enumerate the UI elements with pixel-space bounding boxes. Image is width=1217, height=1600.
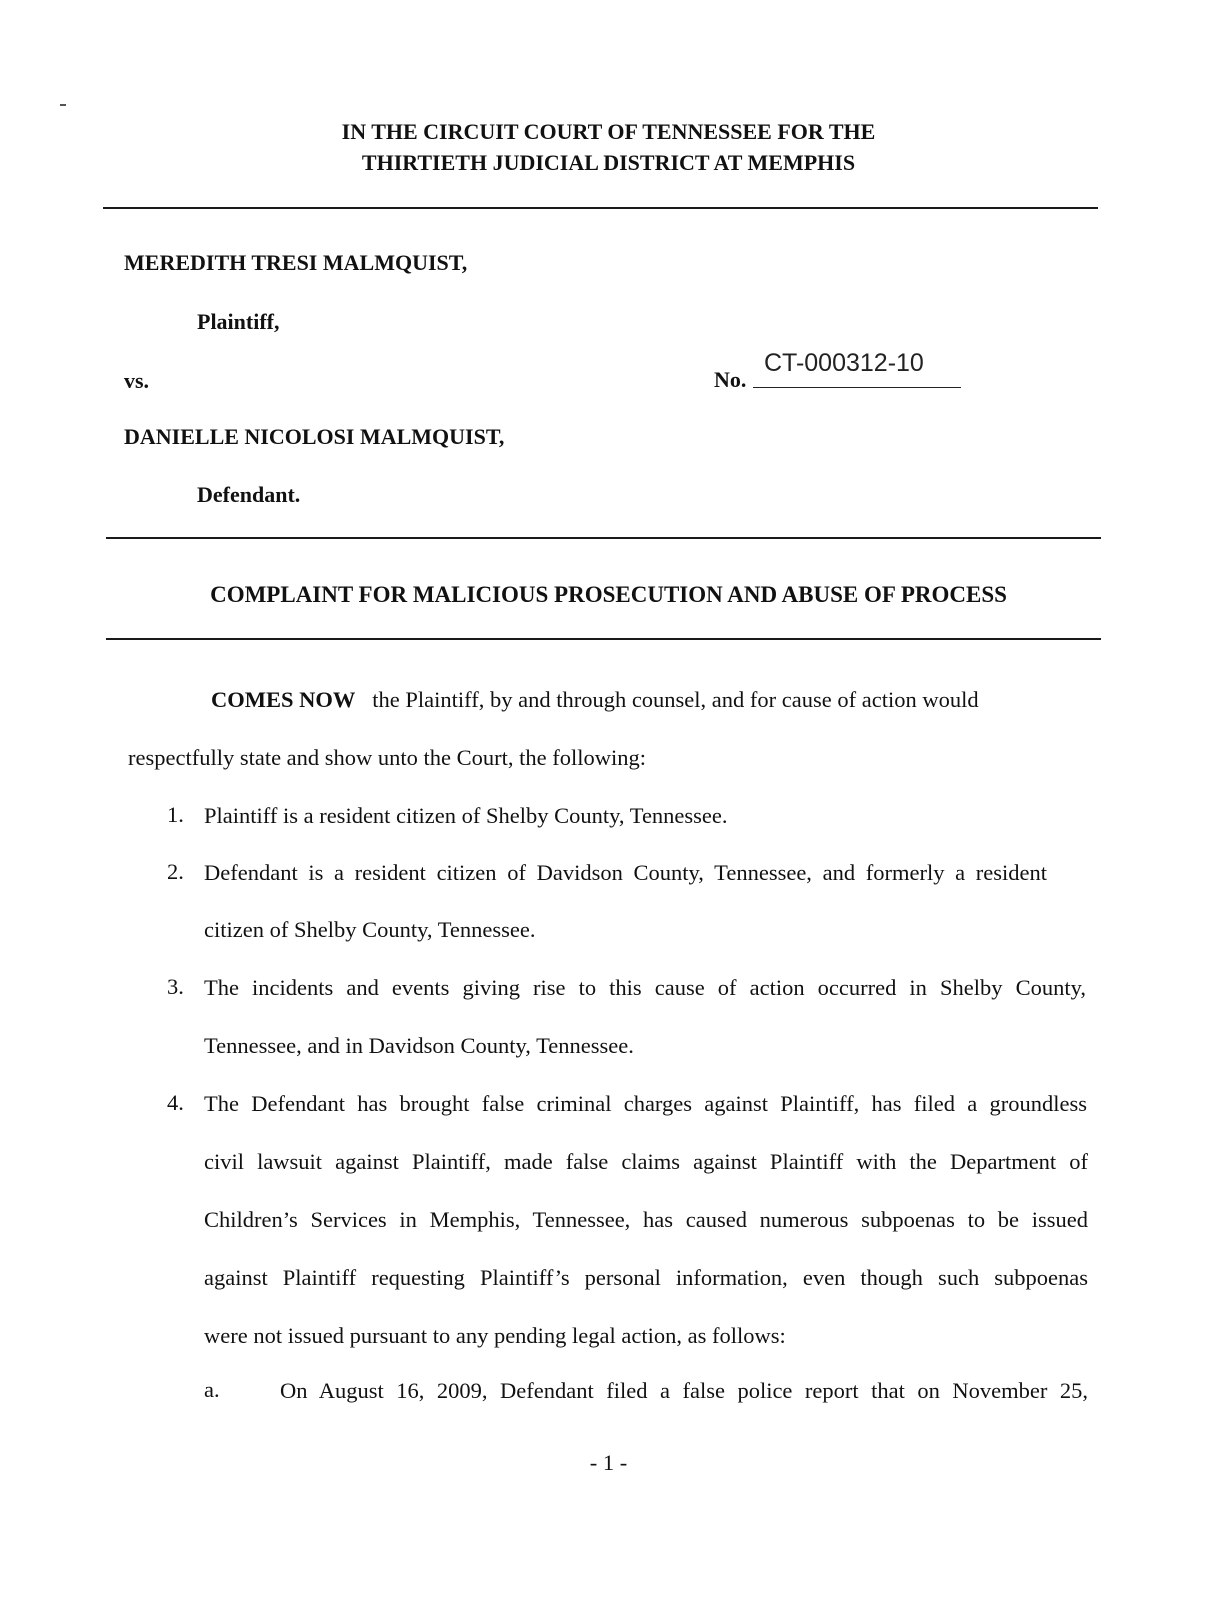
case-number-value: CT-000312-10: [764, 349, 924, 377]
court-heading-line-2: THIRTIETH JUDICIAL DISTRICT AT MEMPHIS: [361, 150, 856, 175]
scan-speck: [60, 104, 66, 106]
subparagraph-a-text: On August 16, 2009, Defendant filed a false police report that on November 25,: [280, 1378, 1088, 1403]
subparagraph-letter-a: a.: [204, 1377, 220, 1402]
plaintiff-name: MEREDITH TRESI MALMQUIST,: [124, 250, 468, 275]
paragraph-4-line-5: were not issued pursuant to any pending legal action, as follows:: [204, 1323, 786, 1348]
paragraph-2-line-1: Defendant is a resident citizen of Davidson County, Tennessee, and formerly a resident: [204, 860, 1047, 885]
intro-line-1-rest: the Plaintiff, by and through counsel, and for cause of action would: [372, 687, 979, 712]
intro-line-2: respectfully state and show unto the Court, the following:: [128, 745, 647, 770]
plaintiff-label: Plaintiff,: [197, 309, 280, 334]
paragraph-number-4: 4.: [167, 1090, 184, 1115]
paragraph-4-line-3: Children’s Services in Memphis, Tennessee, has caused numerous subpoenas to be issued: [204, 1207, 1088, 1232]
versus-label: vs.: [124, 368, 150, 393]
case-number-underline: [753, 387, 961, 388]
document-title: COMPLAINT FOR MALICIOUS PROSECUTION AND ABUSE OF PROCESS: [210, 582, 1007, 607]
court-heading-line-1: IN THE CIRCUIT COURT OF TENNESSEE FOR THE: [341, 119, 876, 144]
case-number-label: No.: [714, 367, 747, 392]
paragraph-3-line-2: Tennessee, and in Davidson County, Tennessee.: [204, 1033, 634, 1058]
paragraph-4-line-2: civil lawsuit against Plaintiff, made false claims against Plaintiff with the Department of: [204, 1149, 1088, 1174]
paragraph-number-2: 2.: [167, 859, 184, 884]
defendant-label: Defendant.: [197, 482, 301, 507]
title-rule: [106, 638, 1101, 640]
paragraph-2-line-2: citizen of Shelby County, Tennessee.: [204, 917, 536, 942]
defendant-name: DANIELLE NICOLOSI MALMQUIST,: [124, 424, 505, 449]
header-rule: [103, 207, 1098, 209]
intro-lead: COMES NOW: [211, 687, 356, 712]
caption-rule: [106, 537, 1101, 539]
paragraph-4-line-1: The Defendant has brought false criminal charges against Plaintiff, has filed a groundless: [204, 1091, 1087, 1116]
paragraph-number-1: 1.: [167, 802, 184, 827]
page-number: - 1 -: [589, 1450, 628, 1475]
paragraph-number-3: 3.: [167, 974, 184, 999]
paragraph-4-line-4: against Plaintiff requesting Plaintiff’s personal information, even though such subpoenas: [204, 1265, 1088, 1290]
paragraph-3-line-1: The incidents and events giving rise to this cause of action occurred in Shelby County,: [204, 975, 1086, 1000]
intro-line-1: [211, 686, 979, 714]
paragraph-1-line-1: Plaintiff is a resident citizen of Shelby County, Tennessee.: [204, 803, 728, 828]
